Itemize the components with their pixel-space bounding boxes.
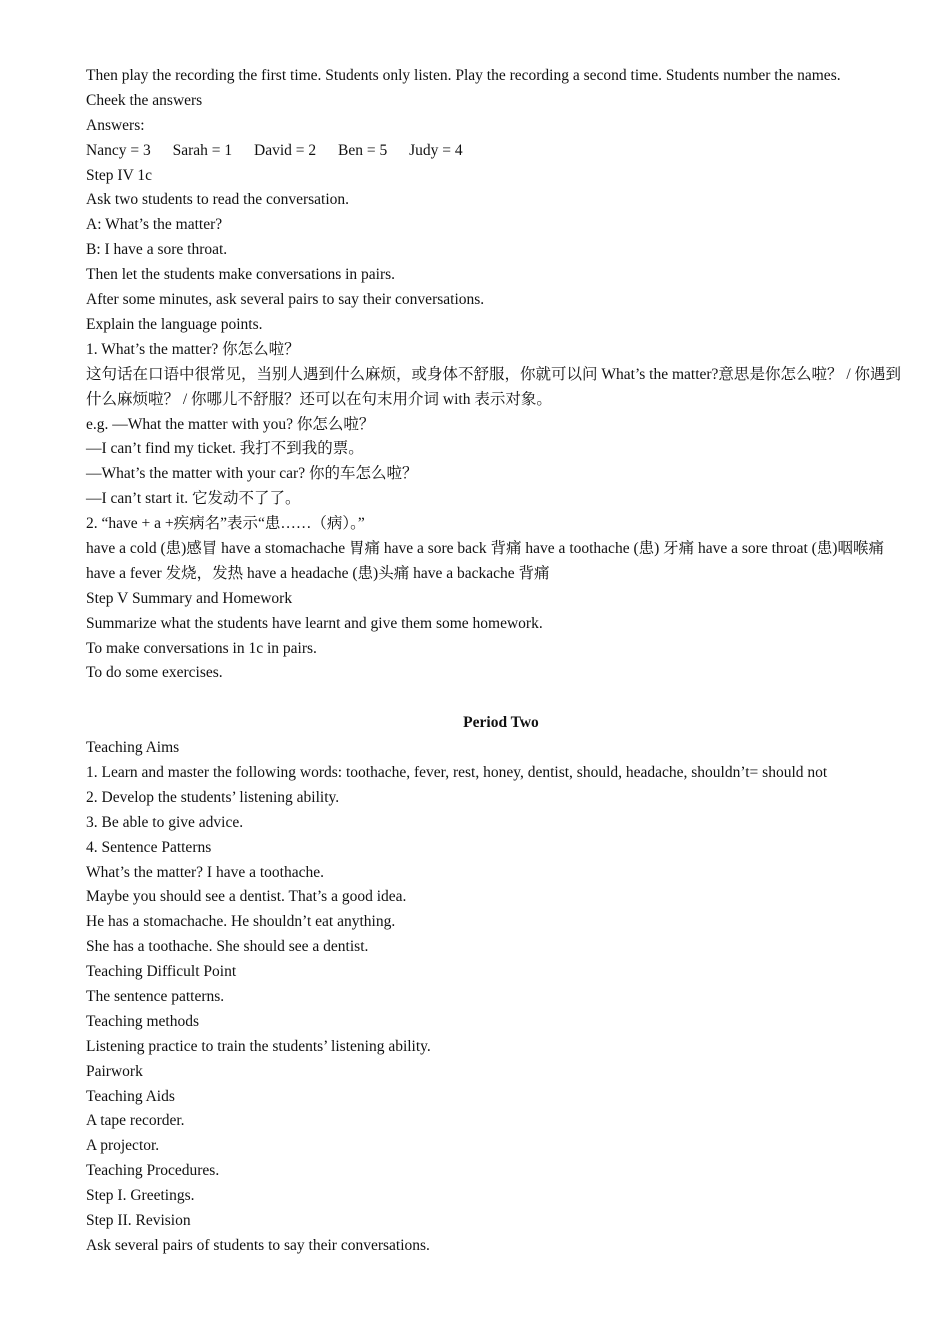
text-line: 3. Be able to give advice. — [86, 813, 244, 831]
text-line: Listening practice to train the students’ listening ability. — [86, 1037, 431, 1055]
dialogue-line: A: What’s the matter? — [86, 216, 223, 234]
chinese-paragraph: 这句话在口语中很常见，当别人遇到什么麻烦，或身体不舒服，你就可以问 What’s the matter?意思是你怎么啦？ / 你遇到什么麻烦啦？ / 你哪儿不舒服？还可以在句末用介词 with 表示对象。 — [86, 365, 901, 408]
text-line: The sentence patterns. — [86, 988, 225, 1006]
text-line: Answers: — [86, 116, 145, 134]
section-heading: Teaching Procedures. — [86, 1162, 220, 1180]
section-heading: Teaching Aims — [86, 739, 180, 757]
step-heading: Step II. Revision — [86, 1212, 191, 1230]
answer-david: David = 2 — [254, 141, 317, 159]
answer-judy: Judy = 4 — [409, 141, 463, 159]
text-line: 1. What’s the matter? 你怎么啦？ — [86, 340, 300, 358]
text-line: Maybe you should see a dentist. That’s a good idea. — [86, 888, 407, 906]
example-line: —I can’t start it. 它发动不了了。 — [86, 490, 301, 508]
text-line: She has a toothache. She should see a dentist. — [86, 938, 369, 956]
text-line: A tape recorder. — [86, 1112, 185, 1130]
text-line: Ask two students to read the conversation. — [86, 191, 350, 209]
text-line: Then play the recording the first time. Students only listen. Play the recording a second time. Students number the names. — [86, 67, 841, 84]
section-heading: Teaching Aids — [86, 1087, 175, 1105]
text-line: 4. Sentence Patterns — [86, 838, 212, 856]
text-line: He has a stomachache. He shouldn’t eat anything. — [86, 913, 396, 931]
blank-line — [86, 686, 916, 711]
text-line: Ask several pairs of students to say their conversations. — [86, 1236, 430, 1254]
period-title: Period Two — [463, 714, 539, 732]
section-heading: Teaching methods — [86, 1012, 199, 1030]
text-line: To make conversations in 1c in pairs. — [86, 639, 317, 657]
text-line: What’s the matter? I have a toothache. — [86, 863, 324, 881]
document-page — [86, 64, 916, 1259]
text-line: Pairwork — [86, 1062, 143, 1080]
dialogue-line: B: I have a sore throat. — [86, 241, 228, 259]
text-line: Cheek the answers — [86, 91, 203, 109]
text-line: To do some exercises. — [86, 664, 223, 682]
example-line: —I can’t find my ticket. 我打不到我的票。 — [86, 440, 364, 458]
step-heading: Step I. Greetings. — [86, 1187, 195, 1205]
answers-line — [86, 139, 916, 164]
illness-paragraph: have a cold (患)感冒 have a stomachache 胃痛 have a sore back 背痛 have a toothache (患) 牙痛 have a sore throat (患)咽喉痛 have a fever 发烧，发热 have a headache (患)头痛 have a backache 背痛 — [86, 539, 884, 582]
text-line: 2. “have + a +疾病名”表示“患……（病）。” — [86, 515, 365, 533]
text-line: A projector. — [86, 1137, 160, 1155]
step-heading: Step V Summary and Homework — [86, 589, 293, 607]
text-line: 2. Develop the students’ listening ability. — [86, 788, 340, 806]
text-line: Explain the language points. — [86, 315, 263, 333]
text-line: Summarize what the students have learnt and give them some homework. — [86, 614, 543, 632]
step-heading: Step IV 1c — [86, 166, 153, 184]
section-heading: Teaching Difficult Point — [86, 963, 237, 981]
aim-paragraph: 1. Learn and master the following words: toothache, fever, rest, honey, dentist, should, headache, shouldn’t= should not — [86, 764, 828, 781]
example-line: —What’s the matter with your car? 你的车怎么啦？ — [86, 465, 418, 483]
example-line: e.g. —What the matter with you? 你怎么啦？ — [86, 415, 375, 433]
answer-sarah: Sarah = 1 — [172, 141, 233, 159]
answer-nancy: Nancy = 3 — [86, 141, 151, 159]
text-line: Then let the students make conversations in pairs. — [86, 266, 396, 284]
text-line: After some minutes, ask several pairs to say their conversations. — [86, 291, 485, 309]
answer-ben: Ben = 5 — [338, 141, 388, 159]
